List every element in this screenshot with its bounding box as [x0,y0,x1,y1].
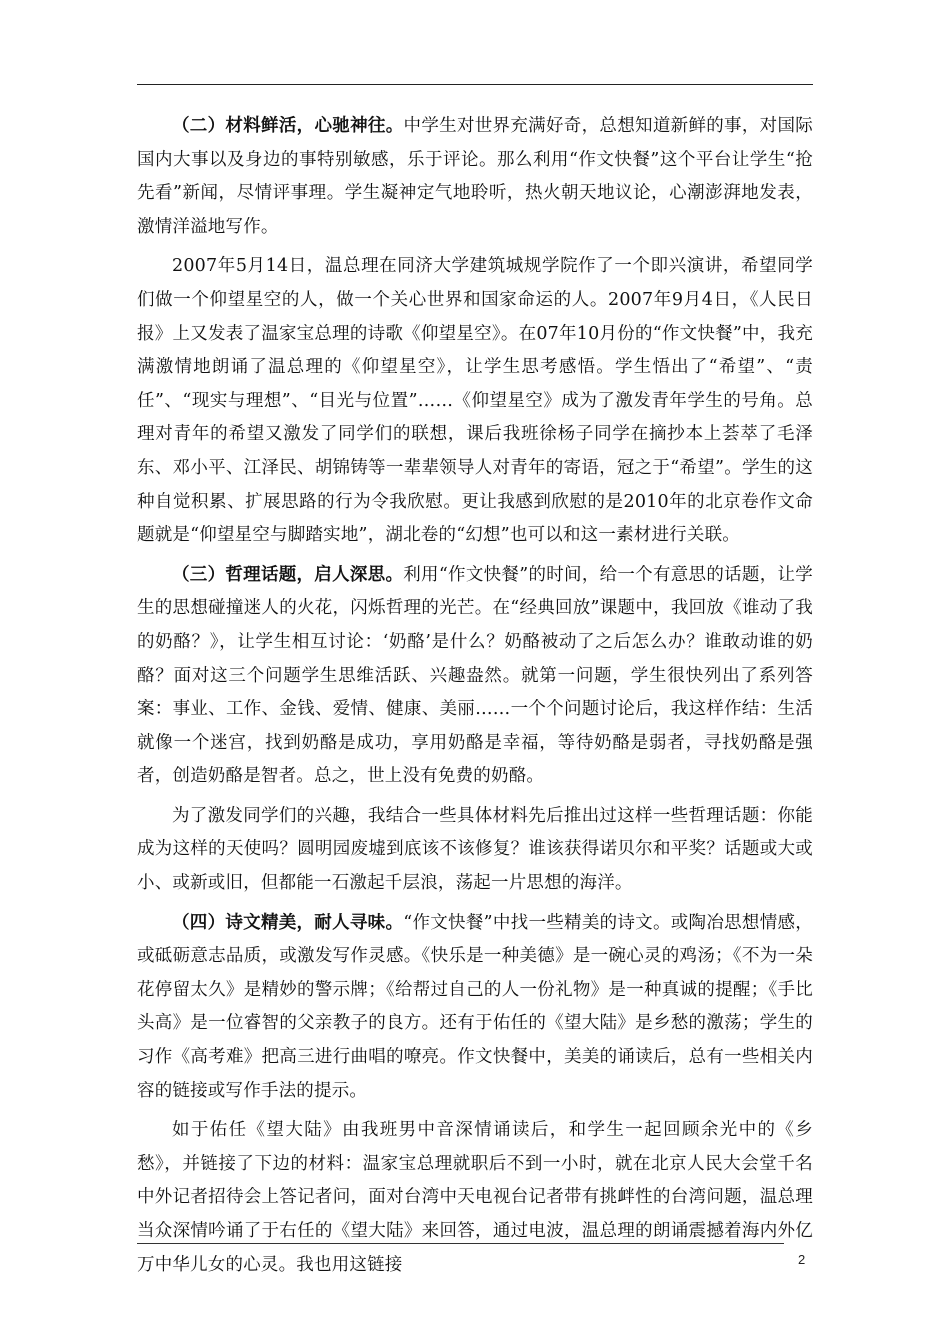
paragraph-3 [137,559,813,794]
paragraph-lead: （三）哲理话题，启人深思。 [172,564,404,585]
paragraph-text: 如于佑任《望大陆》由我班男中音深情诵读后，和学生一起回顾余光中的《乡愁》，并链接了下边的材料：温家宝总理就职后不到一小时，就在北京人民大会堂千名中外记者招待会上答记者问，面对台湾中天电视台记者带有挑衅性的台湾问题，温总理当众深情吟诵了于右任的《望大陆》来回答，通过电波，温总理的朗诵震撼着海内外亿万中华儿女的心灵。我也用这链接 [137,1120,813,1275]
paragraph-text: 中学生对世界充满好奇，总想知道新鲜的事，对国际国内大事以及身边的事特别敏感，乐于评论。那么利用“作文快餐”这个平台让学生“抢先看”新闻，尽情评事理。学生凝神定气地聆听，热火朝天地议论，心潮澎湃地发表，激情洋溢地写作。 [137,116,813,237]
page-number: 2 [798,1252,806,1267]
paragraph-text: “作文快餐”中找一些精美的诗文。或陶冶思想情感，或砥砺意志品质，或激发写作灵感。《快乐是一种美德》是一碗心灵的鸡汤；《不为一朵花停留太久》是精妙的警示牌；《给帮过自己的人一份礼物》是一种真诚的提醒；《手比头高》是一位睿智的父亲教子的良方。还有于佑任的《望大陆》是乡愁的激荡；学生的习作《高考难》把高三进行曲唱的嘹亮。作文快餐中，美美的诵读后，总有一些相关内容的链接或写作手法的提示。 [137,912,813,1101]
footer-rule [137,1243,784,1244]
paragraph-4 [137,800,813,901]
paragraph-lead: （四）诗文精美，耐人寻味。 [172,912,404,933]
header-rule [137,84,813,85]
document-body [137,110,813,1288]
paragraph-5 [137,907,813,1109]
paragraph-6 [137,1114,813,1282]
paragraph-text: 为了激发同学们的兴趣，我结合一些具体材料先后推出过这样一些哲理话题：你能成为这样的天使吗？圆明园废墟到底该不该修复？谁该获得诺贝尔和平奖？话题或大或小、或新或旧，但都能一石激起千层浪，荡起一片思想的海洋。 [137,805,813,894]
paragraph-2 [137,250,813,552]
paragraph-1 [137,110,813,244]
paragraph-text: 2007年5月14日，温总理在同济大学建筑城规学院作了一个即兴演讲，希望同学们做一个仰望星空的人，做一个关心世界和国家命运的人。2007年9月4日，《人民日报》上又发表了温家宝总理的诗歌《仰望星空》。在07年10月份的“作文快餐”中，我充满激情地朗诵了温总理的《仰望星空》，让学生思考感悟。学生悟出了“希望”、“责任”、“现实与理想”、“目光与位置”……《仰望星空》成为了激发青年学生的号角。总理对青年的希望又激发了同学们的联想，课后我班徐杨子同学在摘抄本上荟萃了毛泽东、邓小平、江泽民、胡锦铸等一辈辈领导人对青年的寄语，冠之于“希望”。学生的这种自觉积累、扩展思路的行为令我欣慰。更让我感到欣慰的是2010年的北京卷作文命题就是“仰望星空与脚踏实地”，湖北卷的“幻想”也可以和这一素材进行关联。 [137,256,813,546]
paragraph-lead: （二）材料鲜活，心驰神往。 [172,116,404,136]
paragraph-text: 利用“作文快餐”的时间，给一个有意思的话题，让学生的思想碰撞迷人的火花，闪烁哲理的光芒。在“经典回放”课题中，我回放《谁动了我的奶酪？》，让学生相互讨论：‘奶酪’是什么？奶酪被动了之后怎么办？谁敢动谁的奶酪？面对这三个问题学生思维活跃、兴趣盎然。就第一问题，学生很快列出了系列答案：事业、工作、金钱、爱情、健康、美丽……一个个问题讨论后，我这样作结：生活就像一个迷宫，找到奶酪是成功，享用奶酪是幸福，等待奶酪是弱者，寻找奶酪是强者，创造奶酪是智者。总之，世上没有免费的奶酪。 [137,564,813,787]
